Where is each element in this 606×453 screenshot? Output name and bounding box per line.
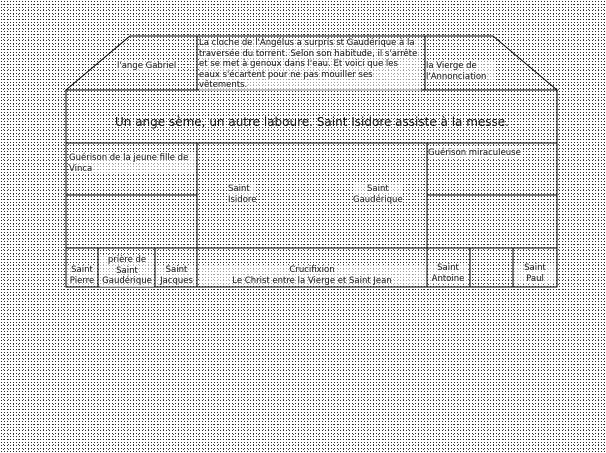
label-saint-paul: Saint Paul: [514, 263, 556, 284]
label-guerison-jeune-fille: Guérison de la jeune fille de Vinca: [69, 153, 194, 174]
label-saint-pierre: Saint Pierre: [67, 265, 97, 286]
label-angelus-story: La cloche de l'Angélus a surpris st Gaudérique à la traversée du torrent. Selon son habitude, il s'arrête et se met à genoux dans l'eau. Et voici que les eaux s'écartent pour ne pas mouiller ses vêtements.: [199, 38, 421, 91]
label-saint-jacques: Saint Jacques: [157, 265, 196, 286]
label-vierge-annonciation: la Vierge de l'Annonciation: [426, 61, 496, 82]
label-guerison-miraculeuse: Guérison miraculeuse: [428, 148, 521, 158]
label-saint-antoine: Saint Antoine: [428, 263, 468, 284]
label-ange-gabriel: l'ange Gabriel: [117, 61, 177, 71]
label-crucifixion: Crucifixion Le Christ entre la Vierge et Saint Jean: [199, 265, 425, 286]
label-priere-saint-gauderique: prière de Saint Gaudérique: [100, 255, 154, 287]
label-saint-isidore: Saint Isidore: [228, 184, 257, 205]
label-middle-band: Un ange sème, un autre laboure. Saint Isidore assiste à la messe.: [115, 115, 509, 129]
label-saint-gauderique: Saint Gaudérique: [353, 184, 403, 205]
